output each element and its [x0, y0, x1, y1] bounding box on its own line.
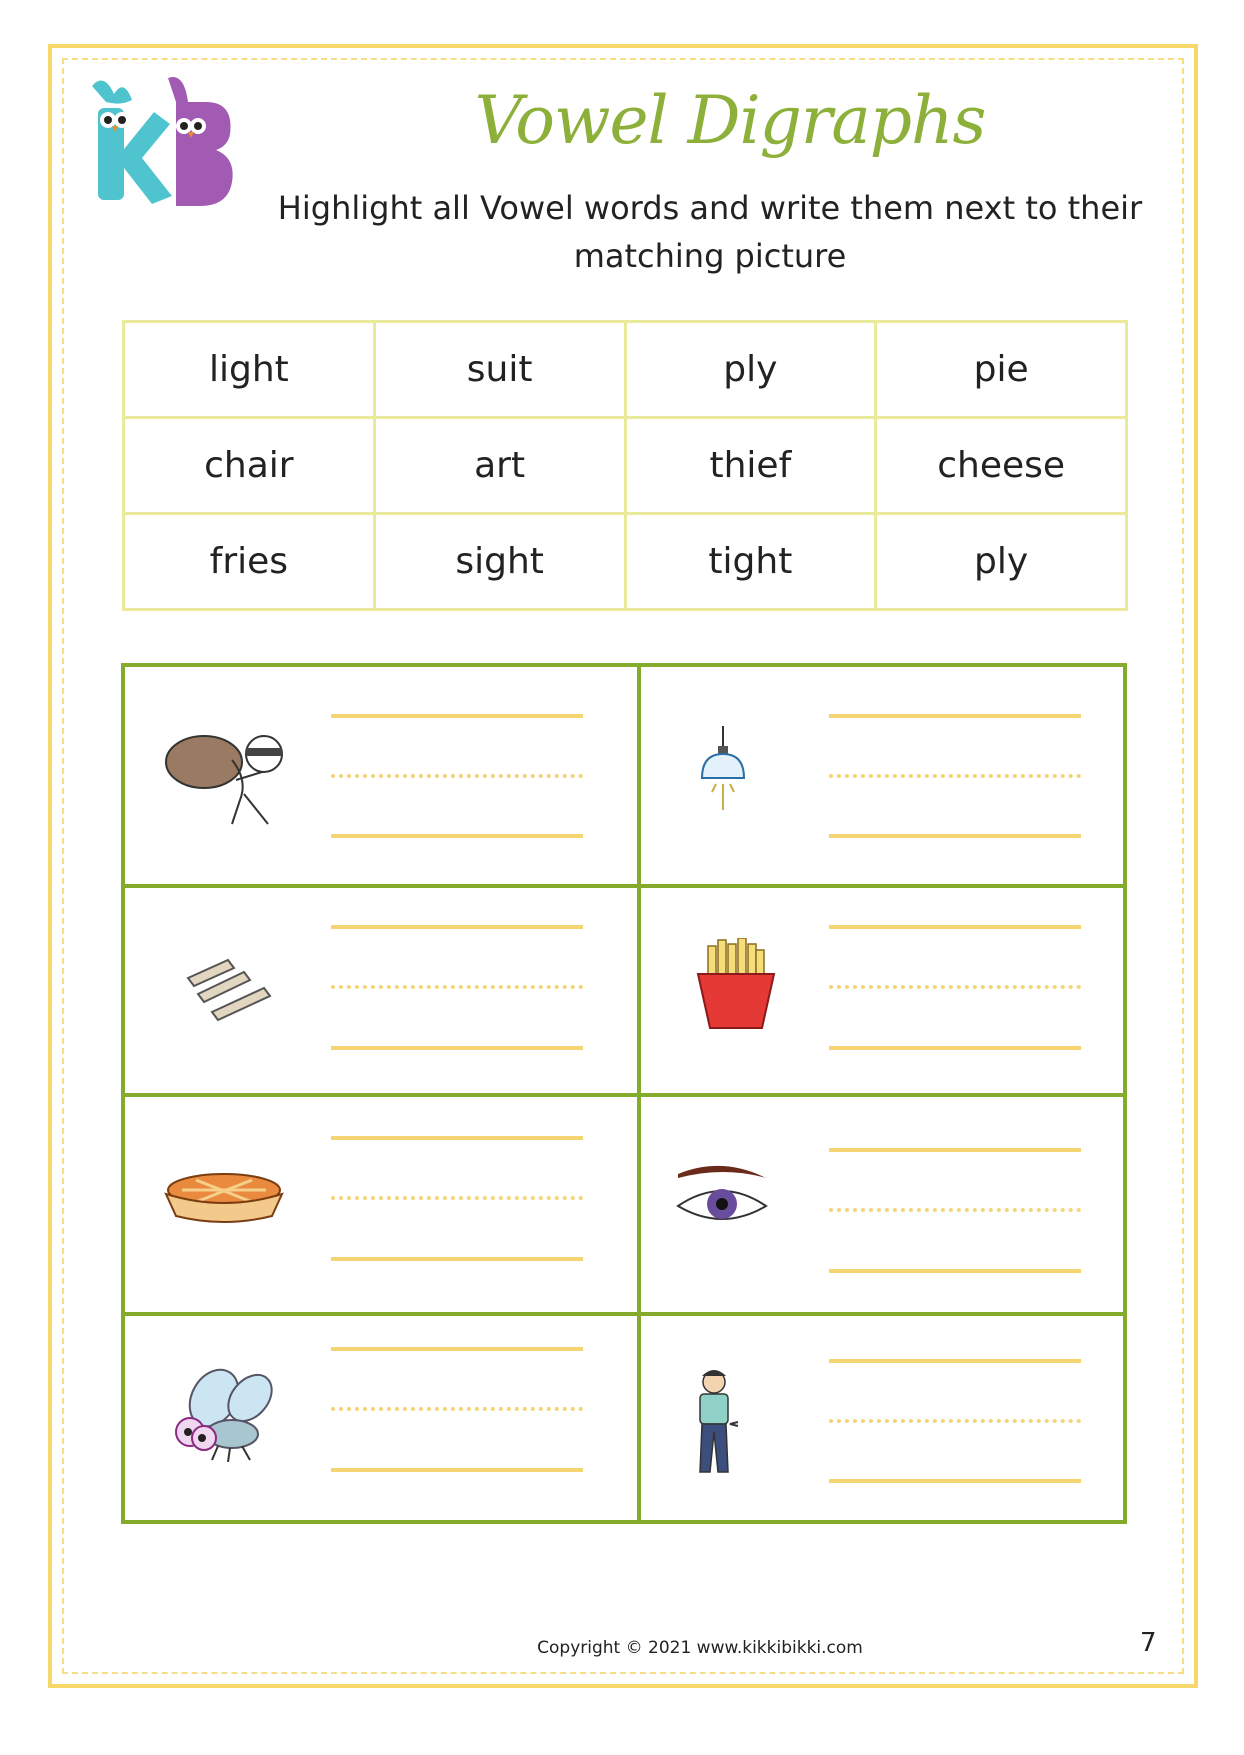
writing-line[interactable] [829, 1148, 1081, 1152]
writing-guide-dotted [829, 1419, 1081, 1423]
writing-line[interactable] [331, 1347, 583, 1351]
writing-guide-dotted [331, 985, 583, 989]
writing-line[interactable] [829, 834, 1081, 838]
writing-line[interactable] [331, 834, 583, 838]
fries-icon [696, 938, 776, 1030]
word-bank-row [124, 418, 1127, 514]
writing-guide-dotted [331, 774, 583, 778]
writing-guide-dotted [829, 985, 1081, 989]
word-bank-table [122, 320, 1128, 611]
kb-logo-icon [84, 72, 254, 222]
writing-line[interactable] [331, 714, 583, 718]
writing-line[interactable] [331, 1257, 583, 1261]
writing-line[interactable] [331, 1136, 583, 1140]
word-cell[interactable]: suit [374, 322, 625, 418]
pie-icon [162, 1168, 286, 1224]
word-cell[interactable]: tight [625, 514, 876, 610]
word-cell[interactable]: ply [625, 322, 876, 418]
writing-line[interactable] [331, 925, 583, 929]
writing-line[interactable] [829, 1046, 1081, 1050]
word-cell[interactable]: ply [876, 514, 1127, 610]
grid-divider [121, 1093, 1127, 1097]
thief-icon [162, 720, 294, 826]
writing-line[interactable] [331, 1046, 583, 1050]
word-cell[interactable]: thief [625, 418, 876, 514]
word-bank-row [124, 514, 1127, 610]
word-cell[interactable]: sight [374, 514, 625, 610]
word-cell[interactable]: light [124, 322, 375, 418]
word-cell[interactable]: pie [876, 322, 1127, 418]
writing-guide-dotted [829, 774, 1081, 778]
light-icon [698, 726, 748, 812]
writing-guide-dotted [331, 1196, 583, 1200]
fly-icon [168, 1368, 280, 1462]
word-cell[interactable]: art [374, 418, 625, 514]
word-cell[interactable]: chair [124, 418, 375, 514]
writing-line[interactable] [829, 1269, 1081, 1273]
writing-line[interactable] [331, 1468, 583, 1472]
writing-line[interactable] [829, 1359, 1081, 1363]
word-cell[interactable]: fries [124, 514, 375, 610]
tight-pants-icon [684, 1368, 750, 1476]
ply-icon [184, 954, 274, 1026]
eye-icon [674, 1160, 770, 1234]
instructions-text: Highlight all Vowel words and write them next to their matching picture [277, 189, 1143, 275]
writing-guide-dotted [829, 1208, 1081, 1212]
writing-line[interactable] [829, 925, 1081, 929]
writing-guide-dotted [331, 1407, 583, 1411]
writing-line[interactable] [829, 714, 1081, 718]
page-title: Vowel Digraphs [474, 82, 986, 159]
word-bank-row [124, 322, 1127, 418]
grid-divider [121, 1312, 1127, 1316]
word-cell[interactable]: cheese [876, 418, 1127, 514]
page-number: 7 [1140, 1628, 1157, 1658]
grid-divider [121, 884, 1127, 888]
copyright-text: Copyright © 2021 www.kikkibikki.com [537, 1638, 863, 1658]
writing-line[interactable] [829, 1479, 1081, 1483]
